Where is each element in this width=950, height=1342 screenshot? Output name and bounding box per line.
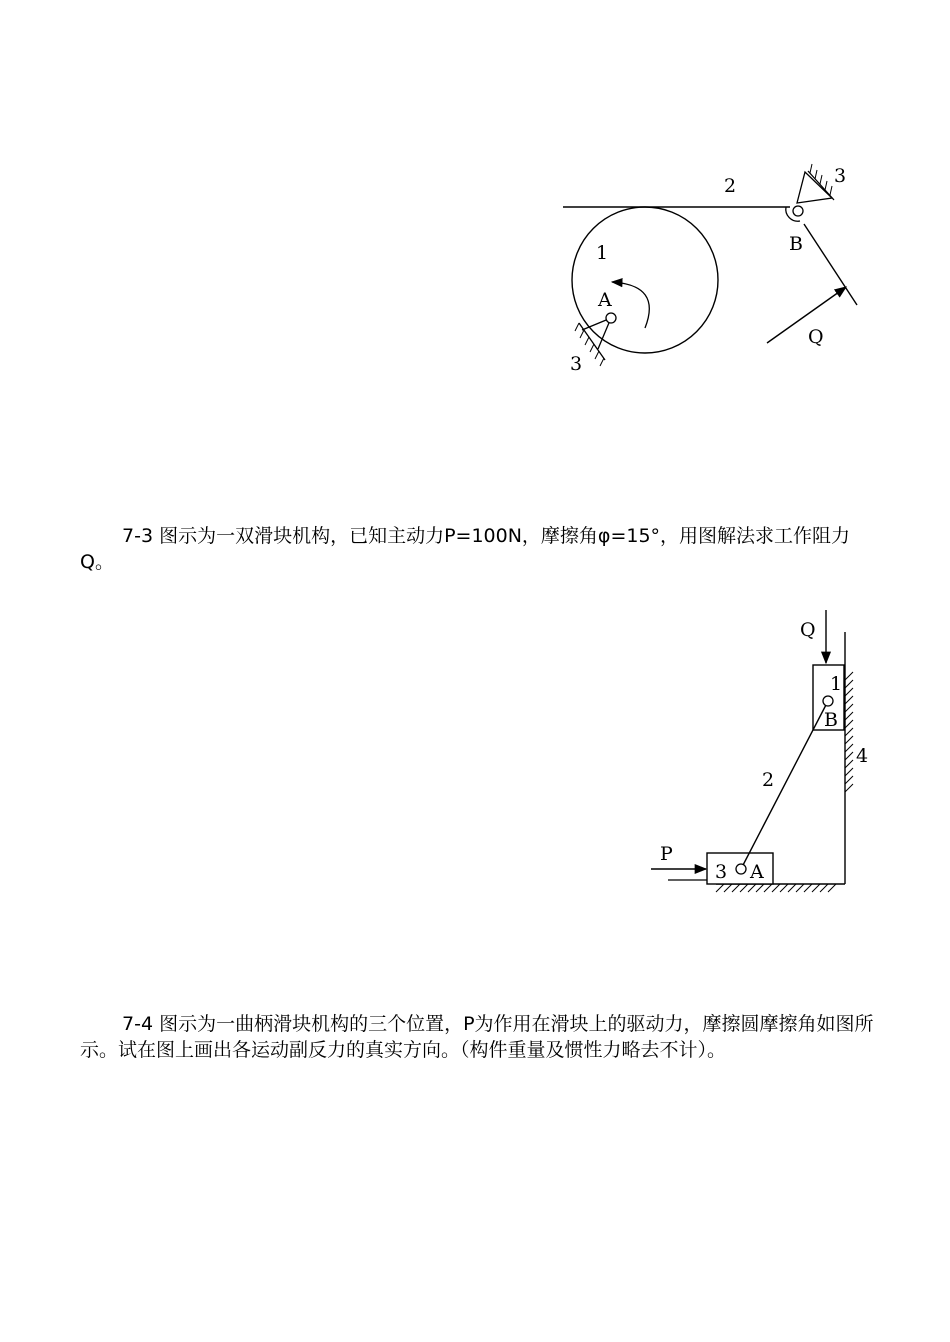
- lever-b: [804, 224, 857, 305]
- fig1-link-2-label: 2: [724, 175, 737, 197]
- fig1-ground-3-top-label: 3: [834, 165, 847, 187]
- joint-b-pin: [823, 696, 833, 706]
- rotation-arrow: [612, 282, 649, 328]
- fig2-force-q-label: Q: [800, 619, 816, 641]
- fig1-ground-3-bottom-label: 3: [570, 353, 583, 375]
- force-q-arrow: [767, 287, 846, 343]
- link-2-rod: [741, 701, 828, 869]
- problem-7-4-text: 7-4 图示为一曲柄滑块机构的三个位置，P为作用在滑块上的驱动力，摩擦圆摩擦角如图所示。试在图上画出各运动副反力的真实方向。（构件重量及惯性力略去不计）。: [80, 1013, 874, 1061]
- fig2-link-2-label: 2: [762, 769, 775, 791]
- ground-b-line: [808, 171, 834, 200]
- ground-hatching: [716, 884, 836, 892]
- fig2-force-p-label: P: [660, 843, 673, 865]
- frame-4-hatching: [845, 672, 853, 792]
- fig2-joint-b-label: B: [824, 709, 838, 731]
- fig2-slider-3-label: 3: [715, 861, 728, 883]
- fig1-joint-a-label: A: [598, 289, 612, 311]
- fig1-joint-b-label: B: [789, 233, 803, 255]
- pivot-b: [786, 164, 834, 221]
- fig1-force-q-label: Q: [808, 326, 824, 348]
- joint-a-pin: [736, 864, 746, 874]
- fig2-joint-a-label: A: [750, 861, 764, 883]
- fig1-disk-1-label: 1: [596, 242, 609, 264]
- fig2-slider-1-label: 1: [830, 673, 843, 695]
- disk-1: [572, 207, 718, 353]
- fig2-frame-4-label: 4: [856, 745, 869, 767]
- problem-7-3-text: 7-3 图示为一双滑块机构，已知主动力P=100N，摩擦角φ=15°，用图解法求工作阻力Q。: [80, 525, 851, 573]
